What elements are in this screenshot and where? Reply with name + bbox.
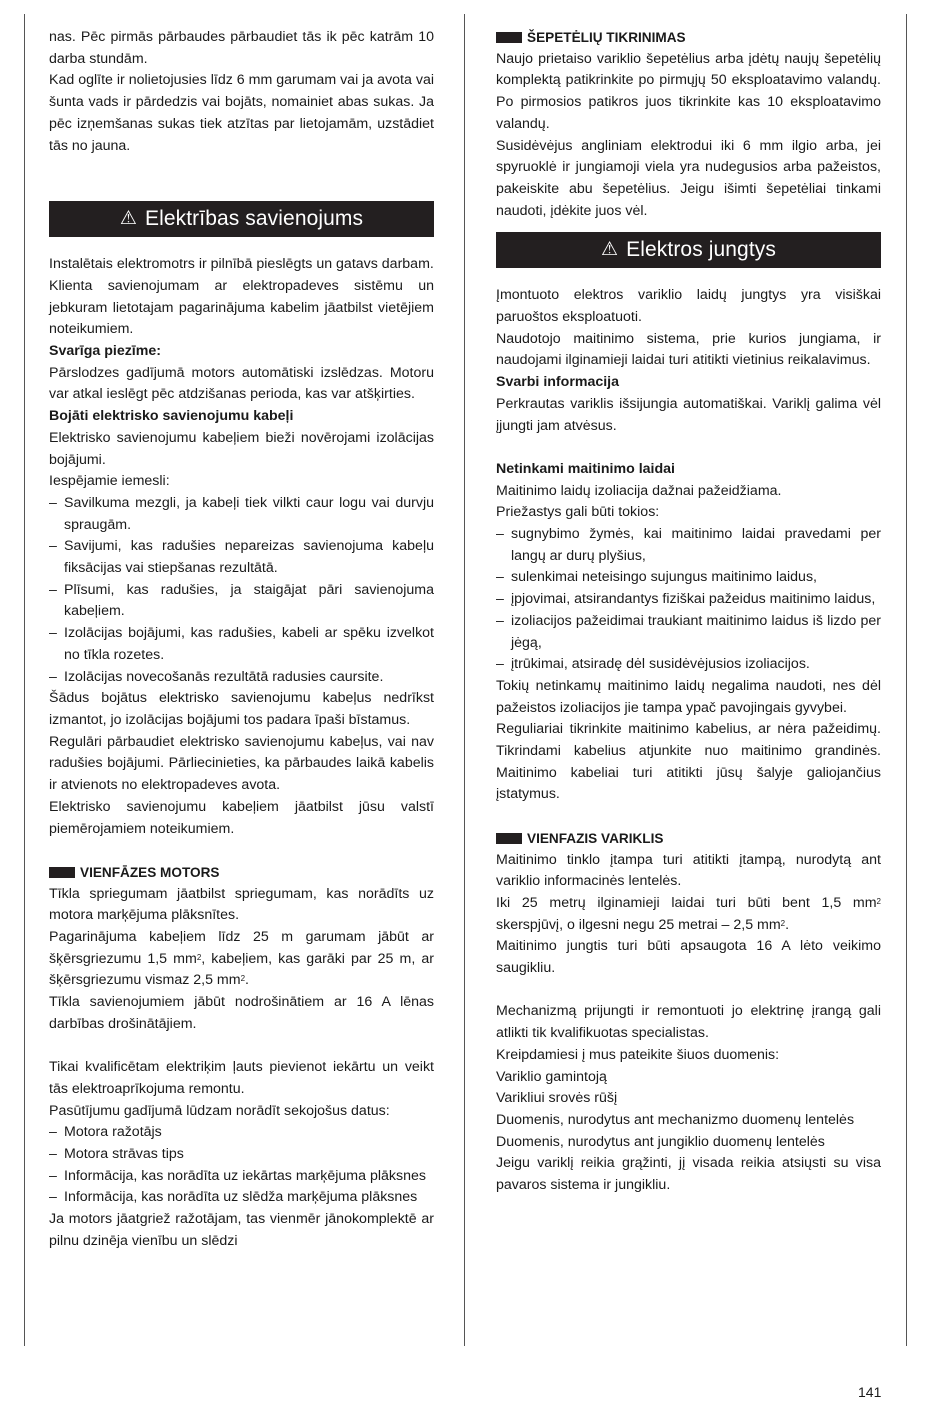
paragraph: Kreipdamiesi į mus pateikite šiuos duomenis: bbox=[496, 1046, 780, 1063]
damaged-cables-heading: Bojāti elektrisko savienojumu kabeļi bbox=[49, 408, 294, 425]
paragraph: Šādus bojātus elektrisko savienojumu kabeļus nedrīkst izmantot, jo izolācijas bojājumi tos padara īpaši bīstamus. bbox=[49, 690, 434, 728]
list-item: – Izolācijas bojājumi, kas radušies, kabeli ar spēku izvelkot no tīkla rozetes. bbox=[49, 623, 434, 666]
list-item: – Informācija, kas norādīta uz iekārtas marķējuma plāksnes bbox=[49, 1166, 434, 1188]
important-note-text: Pārslodzes gadījumā motors automātiski izslēdzas. Motoru var atkal ieslēgt pēc atdzišanas perioda, kas var atšķirties. bbox=[49, 364, 434, 403]
text-part: . bbox=[785, 916, 790, 933]
causes-heading: Iespējamie iemesli: bbox=[49, 473, 170, 490]
paragraph: Klienta savienojumam ar elektropadeves sistēmu un jebkuram lietotajam pagarinājuma kabelim jāatbilst vietējiem noteikumiem. bbox=[49, 277, 434, 338]
superscript: 2 bbox=[780, 918, 786, 928]
cable-cross-section-paragraph bbox=[496, 893, 881, 936]
superscript: 2 bbox=[196, 952, 202, 962]
list-item: – Informācija, kas norādīta uz slēdža marķējuma plāksnes bbox=[49, 1187, 434, 1209]
paragraph: Naujo prietaiso variklio šepetėlius arba įdėtų naujų šepetėlių komplektą patikrinkite po pirmųjų 50 eksploatavimo valandų. Po pirmosios patikros juos tikrinkite kas 10 eksploatavimo valandų. bbox=[496, 50, 881, 132]
paragraph: Jeigu variklį reikia grąžinti, jį visada reikia atsiųsti su visa pavaros sistema ir jungikliu. bbox=[496, 1155, 881, 1194]
subheading-text: VIENFAZIS VARIKLIS bbox=[527, 830, 664, 846]
text-part: skerspjūvį, o ilgesni negu 25 metrai – 2,5 mm bbox=[496, 916, 781, 933]
list-item: – Motora strāvas tips bbox=[49, 1144, 434, 1166]
paragraph: Mechanizmą prijungti ir remontuoti jo elektrinę įrangą gali atlikti tik kvalifikuotas specialistas. bbox=[496, 1003, 881, 1042]
paragraph: Regulāri pārbaudiet elektrisko savienojumu kabeļus, vai nav radušies bojājumi. Pārliecinieties, ka pārbaudes laikā kabelis ir atvienots no elektropadeves avota. bbox=[49, 733, 434, 794]
heading-bar-icon bbox=[49, 867, 75, 878]
text-part: . bbox=[245, 972, 249, 989]
paragraph: Pasūtījumu gadījumā lūdzam norādīt sekojošus datus: bbox=[49, 1102, 390, 1119]
paragraph: Maitinimo tinklo įtampa turi atitikti įtampą, nurodytą ant variklio informacinės lentelės. bbox=[496, 851, 881, 890]
right-column bbox=[496, 27, 881, 1197]
paragraph: Maitinimo laidų izoliacija dažnai pažeidžiama. bbox=[496, 482, 782, 499]
list-item: – sulenkimai neteisingo sujungus maitinimo laidus, bbox=[496, 567, 881, 589]
unsuitable-cables-heading: Netinkami maitinimo laidai bbox=[496, 460, 675, 477]
intro-paragraph: Kad oglīte ir nolietojusies līdz 6 mm garumam vai ja avota vai šunta vads ir pārdedzis vai bojāts, nomainiet abas sukas. Ja pēc izņemšanas sukas tiek atzītas par lietojamām, uzstādiet tās no jauna. bbox=[49, 72, 434, 154]
brush-check-heading bbox=[496, 27, 881, 49]
banner-title: Elektrības savienojums bbox=[145, 207, 364, 231]
text-part: Pagarinājuma kabeļiem līdz 25 m garumam jābūt ar šķērsgriezumu 1,5 mm bbox=[49, 929, 434, 967]
paragraph: Elektrisko savienojumu kabeļiem jāatbilst jūsu valstī piemērojamiem noteikumiem. bbox=[49, 798, 434, 837]
section-banner-electrical-connection bbox=[49, 201, 434, 237]
single-phase-motor-heading bbox=[49, 862, 434, 884]
paragraph: Įmontuoto elektros variklio laidų jungtys yra visiškai paruoštos eksploatuoti. bbox=[496, 287, 881, 326]
column-divider-rule bbox=[464, 14, 465, 1346]
paragraph: Tikai kvalificētam elektriķim ļauts pievienot iekārtu un veikt tās elektroaprīkojuma remontu. bbox=[49, 1059, 434, 1097]
data-line: Duomenis, nurodytus ant jungiklio duomenų lentelės bbox=[496, 1133, 825, 1150]
list-item: – Izolācijas novecošanās rezultātā radusies caursite. bbox=[49, 667, 434, 689]
paragraph: Tīkla spriegumam jāatbilst spriegumam, kas norādīts uz motora marķējuma plāksnītes. bbox=[49, 885, 434, 924]
causes-list bbox=[49, 493, 434, 688]
list-item: – įpjovimai, atsirandantys fiziškai pažeidus maitinimo laidus, bbox=[496, 589, 881, 611]
section-banner-electrical-connections bbox=[496, 232, 881, 268]
data-line: Variklio gamintoją bbox=[496, 1068, 607, 1085]
data-line: Varikliui srovės rūšį bbox=[496, 1090, 618, 1107]
paragraph: Susidėvėjus angliniam elektrodui iki 6 mm ilgio arba, jei spyruoklė ir jungiamoji viela yra nudegusios arba pažeistos, pakeiskite abu šepetėlius. Jeigu išimti šepetėliai tinkami naudoti, įdėkite juos vėl. bbox=[496, 137, 881, 219]
paragraph: Elektrisko savienojumu kabeļiem bieži novērojami izolācijas bojājumi. bbox=[49, 429, 434, 468]
paragraph: Ja motors jāatgriež ražotājam, tas vienmēr jānokomplektē ar pilnu dzinēja vienību un slēdzi bbox=[49, 1211, 434, 1249]
intro-paragraph: nas. Pēc pirmās pārbaudes pārbaudiet tās ik pēc katrām 10 darba stundām. bbox=[49, 29, 434, 67]
paragraph: Tokių netinkamų maitinimo laidų negalima naudoti, nes dėl pažeistos izoliacijos jie tampa ypač pavojingais gyvybei. bbox=[496, 677, 881, 716]
data-line: Duomenis, nurodytus ant mechanizmo duomenų lentelės bbox=[496, 1112, 855, 1128]
text-part: , kabeļiem, kas garāki par 25 m, ar šķērsgriezumu vismaz 2,5 mm bbox=[49, 950, 434, 989]
list-item: – Savilkuma mezgli, ja kabeļi tiek vilkti caur logu vai durvju spraugām. bbox=[49, 493, 434, 536]
paragraph: Reguliariai tikrinkite maitinimo kabelius, ar nėra pažeidimų. Tikrindami kabelius atjunkite nuo maitinimo grandinės. Maitinimo kabeliai turi atitikti jūsų šalyje galiojančius įstatymus. bbox=[496, 721, 881, 803]
banner-title: Elektros jungtys bbox=[626, 238, 776, 262]
paragraph: Instalētais elektromotrs ir pilnībā pieslēgts un gatavs darbam. bbox=[49, 256, 434, 273]
subheading-text: VIENFĀZES MOTORS bbox=[80, 864, 220, 880]
important-info-heading: Svarbi informacija bbox=[496, 374, 620, 391]
page-number: 141 bbox=[858, 1384, 882, 1400]
text-part: Iki 25 metrų ilginamieji laidai turi būti bent 1,5 mm bbox=[496, 894, 877, 911]
important-note-heading: Svarīga piezīme: bbox=[49, 343, 161, 360]
cable-cross-section-paragraph bbox=[49, 927, 434, 992]
paragraph: Tīkla savienojumiem jābūt nodrošinātiem ar 16 A lēnas darbības drošinātājiem. bbox=[49, 994, 434, 1032]
list-item: – sugnybimo žymės, kai maitinimo laidai pravedami per langų ar durų plyšius, bbox=[496, 524, 881, 567]
superscript: 2 bbox=[876, 896, 881, 906]
list-item: – Motora ražotājs bbox=[49, 1122, 434, 1144]
left-column bbox=[49, 27, 434, 1253]
heading-bar-icon bbox=[496, 833, 522, 844]
important-info-text: Perkrautas variklis išsijungia automatiškai. Variklį galima vėl įjungti jam atvėsus. bbox=[496, 395, 881, 434]
list-item: – izoliacijos pažeidimai traukiant maitinimo laidus iš lizdo per jėgą, bbox=[496, 611, 881, 654]
causes-list bbox=[496, 524, 881, 676]
subheading-text: ŠEPETĖLIŲ TIKRINIMAS bbox=[527, 30, 686, 45]
order-data-list bbox=[49, 1122, 434, 1209]
superscript: 2 bbox=[240, 974, 246, 984]
heading-bar-icon bbox=[496, 32, 522, 43]
left-border-rule bbox=[24, 14, 25, 1346]
single-phase-motor-heading bbox=[496, 828, 881, 850]
list-item: – Savijumi, kas radušies nepareizas savienojuma kabeļu fiksācijas vai stiepšanas rezultātā. bbox=[49, 536, 434, 579]
paragraph: Maitinimo jungtis turi būti apsaugota 16 A lėto veikimo saugikliu. bbox=[496, 938, 881, 977]
right-border-rule bbox=[906, 14, 907, 1346]
paragraph: Naudotojo maitinimo sistema, prie kurios jungiama, ir naudojami ilginamieji laidai turi atitikti vietinius reikalavimus. bbox=[496, 330, 881, 369]
causes-heading: Priežastys gali būti tokios: bbox=[496, 504, 660, 521]
list-item: – Plīsumi, kas radušies, ja staigājat pāri savienojuma kabeļiem. bbox=[49, 580, 434, 623]
warning-triangle-icon: ⚠ bbox=[601, 239, 619, 261]
list-item: – įtrūkimai, atsiradę dėl susidėvėjusios izoliacijos. bbox=[496, 654, 881, 676]
warning-triangle-icon: ⚠ bbox=[119, 208, 137, 230]
